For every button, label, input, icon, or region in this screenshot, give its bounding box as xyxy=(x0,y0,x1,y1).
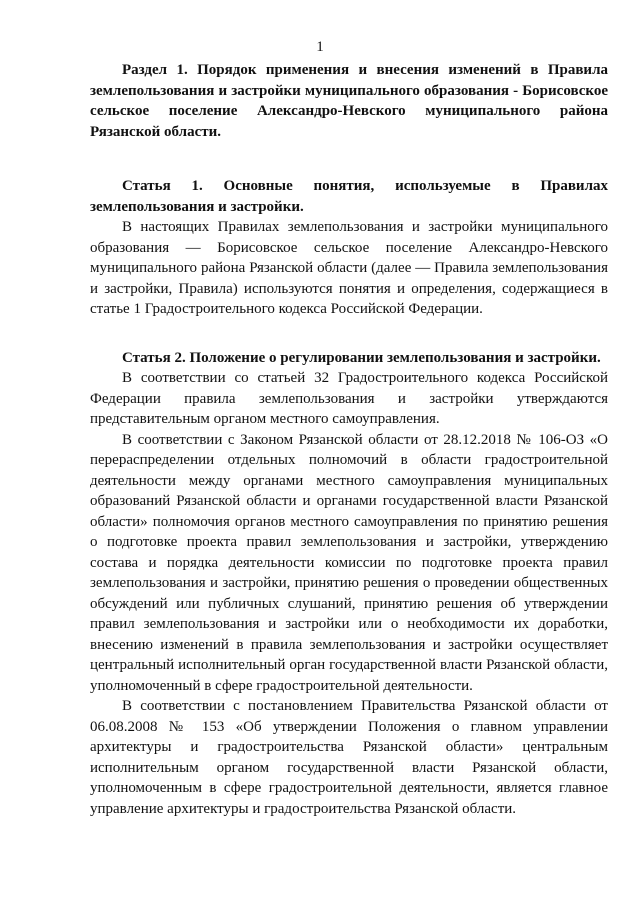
article-1-heading: Статья 1. Основные понятия, используемые в Правилах землепользования и застройки. xyxy=(90,178,608,215)
document-body xyxy=(90,60,608,819)
article-2-paragraph: В соответствии с постановлением Правительства Рязанской области от 06.08.2008 № 153 «Об утверждении Положения о главном управлении архитектуры и градостроительства Рязанской области» центральным исполнительным органом государственной власти Рязанской области, уполномоченным в сфере градостроительной деятельности, является главное управление архитектуры и градостроительства Рязанской области. xyxy=(90,698,608,817)
section-spacer xyxy=(90,320,608,348)
page-number: 1 xyxy=(316,39,324,55)
article-1-paragraph: В настоящих Правилах землепользования и застройки муниципального образования — Борисовское сельское поселение Александро-Невского муниципального района Рязанской области (далее — Правила землепользования и застройки, Правила) используются понятия и определения, содержащиеся в статье 1 Градостроительного кодекса Российской Федерации. xyxy=(90,219,608,317)
article-2-paragraph: В соответствии со статьей 32 Градостроительного кодекса Российской Федерации правила землепользования и застройки утверждаются представительным органом местного самоуправления. xyxy=(90,370,608,427)
article-2-paragraph: В соответствии с Законом Рязанской области от 28.12.2018 № 106-ОЗ «О перераспределении отдельных полномочий в области градостроительной деятельности между органами местного самоуправления муниципальных образований Рязанской области и органами государственной власти Рязанской области» полномочия органов местного самоуправления по принятию решения о подготовке проекта правил землепользования и застройки, утверждению состава и порядка деятельности комиссии по подготовке проекта правил землепользования и застройки, принятию решения о проведении общественных обсуждений или публичных слушаний, принятию решения об утверждении правил землепользования и застройки или о необходимости их доработки, внесению изменений в правила землепользования и застройки осуществляет центральный исполнительный орган государственной власти Рязанской области, уполномоченный в сфере градостроительной деятельности. xyxy=(90,431,608,694)
article-2-heading: Статья 2. Положение о регулировании землепользования и застройки. xyxy=(122,349,601,366)
section-heading: Раздел 1. Порядок применения и внесения изменений в Правила землепользования и застройки муниципального образования - Борисовское сельское поселение Александро-Невского муниципального района Рязанской области. xyxy=(90,62,608,140)
